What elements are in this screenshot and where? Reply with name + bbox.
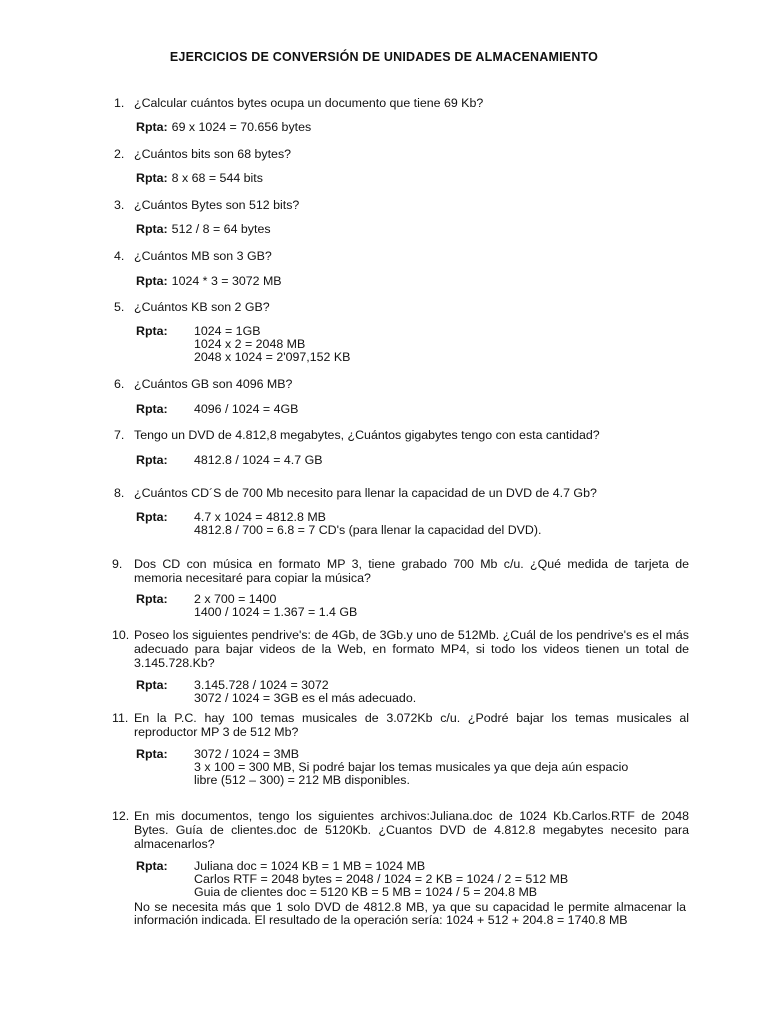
answer-line: Carlos RTF = 2048 bytes = 2048 / 1024 = 2 KB = 1024 / 2 = 512 MB (194, 872, 569, 886)
question-number: 1. (114, 96, 125, 110)
question-number: 2. (114, 147, 125, 161)
question-number: 11. (112, 711, 129, 725)
question-text: Poseo los siguientes pendrive's: de 4Gb, de 3Gb.y uno de 512Mb. ¿Cuál de los pendrive's es el más adecuado para bajar videos de la Web, en formato MP4, si todo los videos tienen un total de 3.145.728.Kb? (134, 628, 689, 670)
answer-line: 8 x 68 = 544 bits (171, 171, 263, 185)
answer-line: Juliana doc = 1024 KB = 1 MB = 1024 MB (194, 859, 426, 873)
question-number: 6. (114, 377, 125, 391)
question-text: En la P.C. hay 100 temas musicales de 3.072Kb c/u. ¿Podré bajar los temas musicales al reproductor MP 3 de 512 Mb? (134, 711, 689, 739)
answer-line: 4812.8 / 700 = 6.8 = 7 CD's (para llenar la capacidad del DVD). (194, 523, 542, 537)
answer-line: 1024 x 2 = 2048 MB (194, 337, 306, 351)
answer-line: 4812.8 / 1024 = 4.7 GB (194, 453, 323, 467)
question-number: 3. (114, 198, 125, 212)
answer-line: 3 x 100 = 300 MB, Si podré bajar los temas musicales ya que deja aún espacio (194, 760, 629, 774)
question-number: 5. (114, 300, 125, 314)
answer-label: Rpta: (136, 678, 168, 692)
question-text: ¿Cuántos MB son 3 GB? (134, 249, 272, 263)
answer-label: Rpta: (136, 453, 168, 467)
answer-label: Rpta: (136, 402, 168, 416)
answer-line: 512 / 8 = 64 bytes (171, 222, 271, 236)
answer-label: Rpta: (136, 120, 168, 134)
question-text: ¿Cuántos GB son 4096 MB? (134, 377, 293, 391)
answer-label: Rpta: (136, 171, 168, 185)
answer-line: 1400 / 1024 = 1.367 = 1.4 GB (194, 605, 358, 619)
answer-line: 1024 * 3 = 3072 MB (171, 274, 282, 288)
question-text: En mis documentos, tengo los siguientes archivos:Juliana.doc de 1024 Kb.Carlos.RTF de 2048 Bytes. Guía de clientes.doc de 5120Kb. ¿Cuantos DVD de 4.812.8 megabytes necesito para almacenarlos? (134, 809, 689, 851)
question-number: 9. (112, 557, 123, 571)
question-number: 12. (112, 809, 130, 823)
answer-label: Rpta: (136, 274, 168, 288)
answer-line: Guia de clientes doc = 5120 KB = 5 MB = 1024 / 5 = 204.8 MB (194, 885, 538, 899)
question-text: Dos CD con música en formato MP 3, tiene grabado 700 Mb c/u. ¿Qué medida de tarjeta de memoria necesitaré para copiar la música? (134, 557, 689, 585)
answer-line: 3.145.728 / 1024 = 3072 (194, 678, 329, 692)
question-text: Tengo un DVD de 4.812,8 megabytes, ¿Cuántos gigabytes tengo con esta cantidad? (134, 428, 600, 442)
answer-line: 1024 = 1GB (194, 324, 261, 338)
question-text: ¿Cuántos CD´S de 700 Mb necesito para llenar la capacidad de un DVD de 4.7 Gb? (134, 486, 597, 500)
question-text: ¿Calcular cuántos bytes ocupa un documento que tiene 69 Kb? (134, 96, 484, 110)
answer-line: 69 x 1024 = 70.656 bytes (171, 120, 312, 134)
answer-line: 4.7 x 1024 = 4812.8 MB (194, 510, 326, 524)
answer-line: 3072 / 1024 = 3GB es el más adecuado. (194, 691, 417, 705)
exercise-answer-4 (136, 275, 691, 288)
answer-label: Rpta: (136, 859, 168, 873)
answer-line: 2 x 700 = 1400 (194, 592, 277, 606)
question-number: 10. (112, 628, 130, 642)
conclusion-text: No se necesita más que 1 solo DVD de 4812.8 MB, ya que su capacidad le permite almacenar la información indicada. El resultado de la operación sería: 1024 + 512 + 204.8 = 1740.8 MB (134, 900, 686, 927)
answer-label: Rpta: (136, 747, 168, 761)
answer-line: 4096 / 1024 = 4GB (194, 402, 299, 416)
answer-line: libre (512 – 300) = 212 MB disponibles. (194, 773, 410, 787)
answer-label: Rpta: (136, 324, 168, 338)
question-number: 8. (114, 486, 125, 500)
question-number: 4. (114, 249, 125, 263)
answer-label: Rpta: (136, 222, 168, 236)
answer-line: 3072 / 1024 = 3MB (194, 747, 300, 761)
exercise-answer-2 (136, 172, 691, 185)
answer-label: Rpta: (136, 592, 168, 606)
question-text: ¿Cuántos bits son 68 bytes? (134, 147, 292, 161)
question-text: ¿Cuántos KB son 2 GB? (134, 300, 270, 314)
question-text: ¿Cuántos Bytes son 512 bits? (134, 198, 300, 212)
exercise-answer-1 (136, 121, 691, 134)
question-number: 7. (114, 428, 125, 442)
answer-label: Rpta: (136, 510, 168, 524)
exercise-answer-3 (136, 223, 691, 236)
page-title: EJERCICIOS DE CONVERSIÓN DE UNIDADES DE ALMACENAMIENTO (169, 50, 599, 64)
answer-line: 2048 x 1024 = 2'097,152 KB (194, 350, 351, 364)
